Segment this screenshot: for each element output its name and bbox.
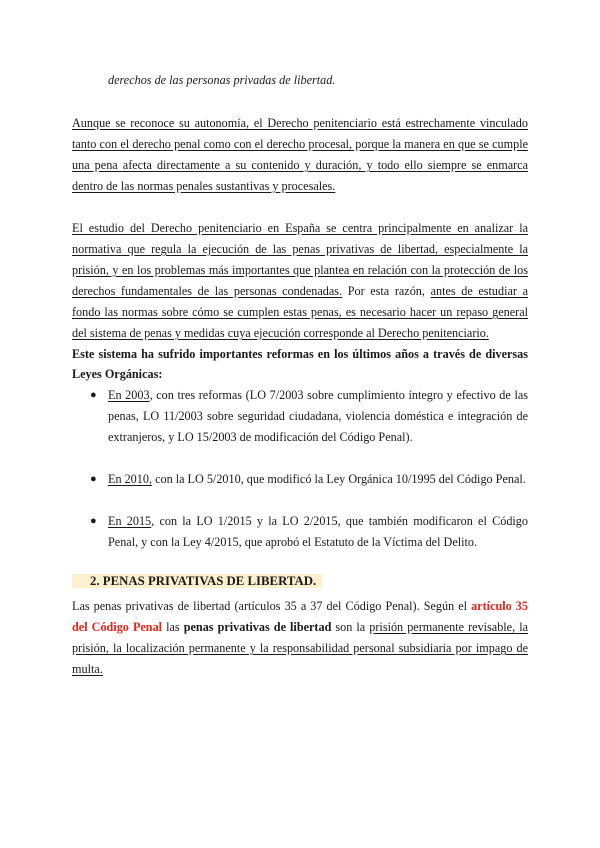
study-underlined: El estudio del Derecho penitenciario en España se centra principalmente en analizar la normativa que regula la ejecución de las penas privativas de libertad, especialmente la prisión, y en los problemas más importantes que plantea en relación con la protección de los derechos fundamentales de las personas condenadas. (72, 221, 528, 298)
study-underlined-2: antes de estudiar a fondo las normas sobre cómo se cumplen estas penas, es necesario hacer un repaso general del sistema de penas y medidas cuya ejecución corresponde al Derecho penitenciario. (72, 284, 528, 340)
article-reference: artículo 35 del Código Penal (72, 599, 528, 634)
bullet-dot: ● (90, 389, 97, 401)
bullet-year: En 2003 (108, 388, 150, 402)
bullet-text: , con la LO 1/2015 y la LO 2/2015, que también modificaron el Código Penal, y con la Ley 4/2015, que aprobó el Estatuto de la Víctima del Delito. (108, 514, 528, 549)
bullet-text: , con tres reformas (LO 7/2003 sobre cumplimiento íntegro y efectivo de las penas, LO 11/2003 sobre seguridad ciudadana, violencia doméstica e integración de extranjeros, y LO 15/2003 de modificación del Código Penal). (108, 388, 528, 444)
penas-list: prisión permanente revisable, la prisión, la localización permanente y la responsabilidad personal subsidiaria por impago de multa. (72, 620, 528, 676)
bullet-dot: ● (90, 473, 97, 485)
penas-las: las (162, 620, 184, 634)
paragraph-study (72, 218, 528, 344)
bullet-2015 (108, 511, 528, 553)
bullet-2010 (108, 469, 528, 490)
penas-son: son la (331, 620, 370, 634)
penas-bold: penas privativas de libertad (183, 620, 332, 634)
bullet-text: con la LO 5/2010, que modificó la Ley Orgánica 10/1995 del Código Penal. (152, 472, 526, 486)
study-plain: Por esta razón, (342, 284, 431, 298)
paragraph-autonomy: Aunque se reconoce su autonomía, el Derecho penitenciario está estrechamente vinculado tanto con el derecho penal como con el derecho procesal, porque la manera en que se cumple una pena afecta directamente a su contenido y duración, y todo ello siempre se enmarca dentro de las normas penales sustantivas y procesales. (72, 116, 528, 193)
bold-reforms-line: Este sistema ha sufrido importantes reformas en los últimos años a través de diversas Leyes Orgánicas: (72, 347, 528, 381)
bullet-year: En 2015 (108, 514, 152, 528)
bullet-2003 (108, 385, 528, 448)
paragraph-penas (72, 596, 528, 680)
section-heading-text: 2. PENAS PRIVATIVAS DE LIBERTAD. (72, 574, 322, 588)
section-heading (72, 571, 528, 592)
intro-line: derechos de las personas privadas de libertad. (108, 73, 336, 87)
bullet-year: En 2010, (108, 472, 153, 486)
penas-intro: Las penas privativas de libertad (artículos 35 a 37 del Código Penal). Según el (72, 599, 472, 613)
bullet-dot: ● (90, 515, 97, 527)
